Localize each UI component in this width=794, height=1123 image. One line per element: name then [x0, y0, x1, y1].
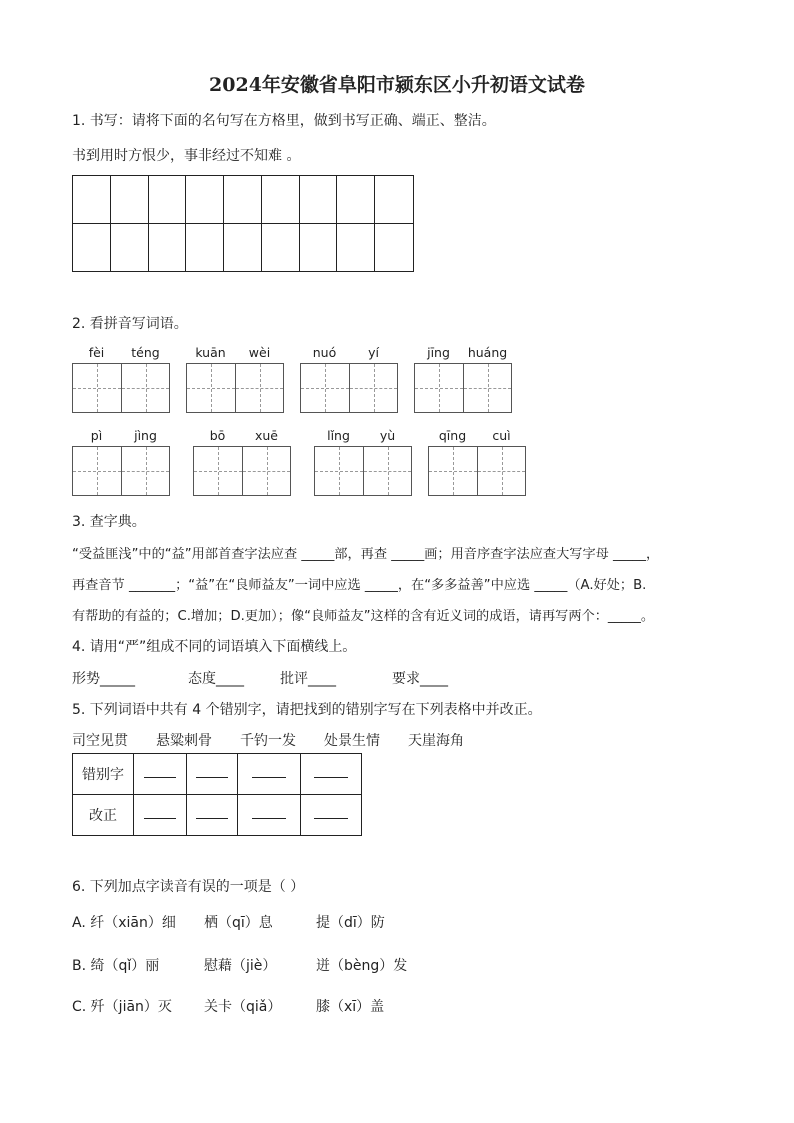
pinyin-word-4[interactable]	[414, 345, 512, 413]
pinyin: bō	[209, 428, 226, 443]
q6-option-b: 迸（bèng）发	[316, 958, 408, 974]
q5-word: 司空见贯	[72, 733, 128, 749]
q4-item[interactable]: 批评____	[280, 671, 336, 687]
page-title: 2024年安徽省阜阳市颍东区小升初语文试卷	[209, 74, 585, 96]
q6-option-b: 慰藉（jiè）	[204, 958, 277, 974]
pinyin-word-3[interactable]	[300, 345, 398, 413]
answer-cell[interactable]	[187, 754, 238, 795]
row-label-wrong: 错别字	[73, 754, 134, 795]
pinyin-word-6[interactable]	[193, 428, 291, 496]
q4-item[interactable]: 形势_____	[72, 671, 135, 687]
pinyin: pì	[90, 428, 103, 443]
pinyin: qīng	[438, 428, 467, 443]
q6-option-c: 膝（xī）盖	[316, 999, 385, 1015]
q6-option-b[interactable]: B. 绮（qǐ）丽	[72, 958, 160, 974]
q5-prompt: 5. 下列词语中共有 4 个错别字，请把找到的错别字写在下列表格中并改正。	[72, 702, 542, 718]
pinyin-word-1[interactable]	[72, 345, 170, 413]
q6-option-c[interactable]: C. 歼（jiān）灭	[72, 999, 172, 1015]
answer-cell[interactable]	[134, 795, 187, 836]
pinyin: kuān	[195, 345, 226, 360]
pinyin: jīng	[427, 345, 450, 360]
pinyin: huáng	[467, 345, 508, 360]
answer-cell[interactable]	[238, 795, 301, 836]
q6-option-a: 提（dī）防	[316, 915, 385, 931]
q3-line3: 有帮助的有益的；C.增加；D.更加）；像“良师益友”这样的含有近义词的成语，请再写两个：_____。	[72, 609, 655, 624]
correction-table	[72, 753, 362, 836]
q3-line1: “受益匪浅”中的“益”用部首查字法应查 _____部，再查 _____画；用音序查字法应查大写字母 _____，	[72, 547, 660, 562]
row-label-fix: 改正	[73, 795, 134, 836]
q1-sentence: 书到用时方恨少，事非经过不知难 。	[72, 148, 301, 164]
q5-word: 千钓一发	[240, 733, 296, 749]
pinyin-word-7[interactable]	[314, 428, 412, 496]
pinyin: xuē	[254, 428, 278, 443]
q6-option-c: 关卡（qiǎ）	[204, 999, 282, 1015]
pinyin: wèi	[248, 345, 271, 360]
pinyin: cuì	[492, 428, 511, 443]
pinyin-word-2[interactable]	[186, 345, 284, 413]
pinyin: yí	[368, 345, 379, 360]
q1-prompt: 1. 书写：请将下面的名句写在方格里，做到书写正确、端正、整洁。	[72, 113, 496, 129]
pinyin: nuó	[312, 345, 337, 360]
pinyin-word-5[interactable]	[72, 428, 170, 496]
q3-prompt: 3. 查字典。	[72, 514, 146, 530]
pinyin: téng	[131, 345, 160, 360]
q5-word: 悬粱刺骨	[156, 733, 212, 749]
pinyin: yù	[379, 428, 396, 443]
answer-cell[interactable]	[238, 754, 301, 795]
pinyin: lǐng	[327, 428, 350, 443]
q5-word: 天崖海角	[408, 733, 464, 749]
answer-cell[interactable]	[301, 795, 362, 836]
answer-cell[interactable]	[187, 795, 238, 836]
q6-option-a[interactable]: A. 纤（xiān）细	[72, 915, 176, 931]
writing-grid[interactable]	[72, 175, 414, 272]
q4-prompt: 4. 请用“严”组成不同的词语填入下面横线上。	[72, 639, 357, 655]
pinyin: fèi	[88, 345, 105, 360]
pinyin: jìng	[134, 428, 157, 443]
q5-word: 处景生情	[324, 733, 380, 749]
q2-prompt: 2. 看拼音写词语。	[72, 316, 188, 332]
answer-cell[interactable]	[134, 754, 187, 795]
q6-prompt: 6. 下列加点字读音有误的一项是（ ）	[72, 879, 305, 895]
q3-line2: 再查音节 _______；“益”在“良师益友”一词中应选 _____，在“多多益善”中应选 _____（A.好处；B.	[72, 578, 647, 593]
q4-item[interactable]: 要求____	[392, 671, 448, 687]
q4-item[interactable]: 态度____	[188, 671, 244, 687]
answer-cell[interactable]	[301, 754, 362, 795]
q6-option-a: 栖（qī）息	[204, 915, 273, 931]
pinyin-word-8[interactable]	[428, 428, 526, 496]
